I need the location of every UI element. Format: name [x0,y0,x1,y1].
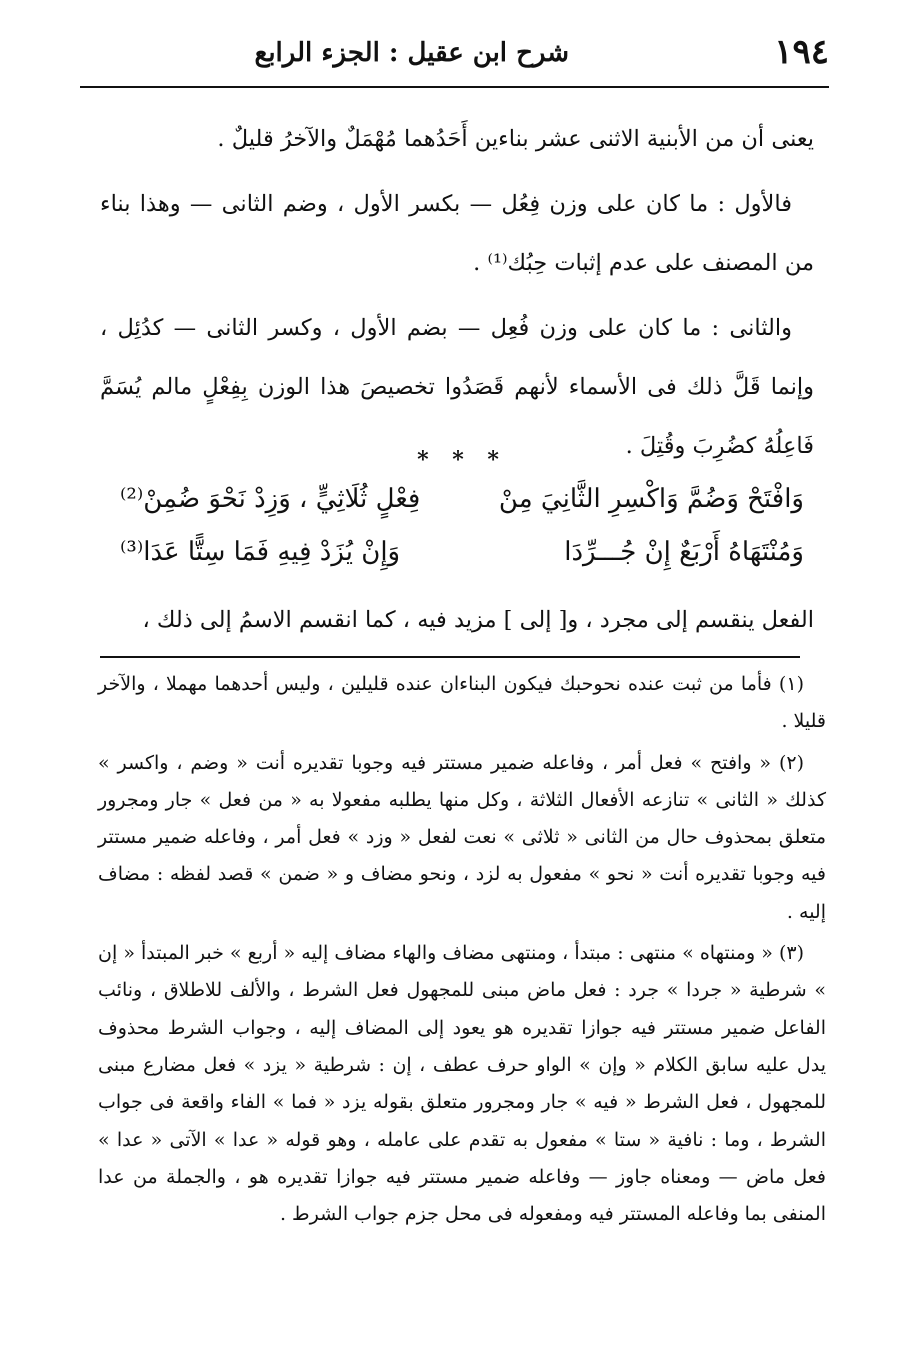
section-separator: * * * [417,447,507,473]
footnote-3: (٣) « ومنتهاه » منتهى : مبتدأ ، ومنتهى مضاف والهاء مضاف إليه « أربع » خبر المبتدأ « إن » شرطية « جردا » جرد : فعل ماض مبنى للمجهول فعل الشرط ، والألف للاطلاق ، ونائب الفاعل ضمير مستتر فيه جوازا تقديره هو يعود إلى المضاف إليه ، وجواب الشرط محذوف يدل عليه سابق الكلام « وإن » الواو حرف عطف ، إن : شرطية « يزد » فعل مضارع مبنى للمجهول ، فعل الشرط « فيه » جار ومجرور متعلق بقوله يزد « فما » الفاء واقعة فى جواب الشرط ، وما : نافية « ستا » مفعول به تقدم على عامله ، وهو قوله « عدا » الآتى « عدا » فعل ماض — ومعناه جاوز — وفاعله ضمير مستتر فيه جوازا تقديره هو ، والجملة من عدا المنفى بما وفاعله المستتر فيه ومفعوله فى محل جزم جواب الشرط . [98,942,826,1226]
footnotes [98,666,826,1237]
commentary-paragraph: يعنى أن من الأبنية الاثنى عشر بناءين أَحَدُهما مُهْمَلٌ والآخرُ قليلٌ . [217,126,814,152]
footnote-2: (٢) « وافتح » فعل أمر ، وفاعله ضمير مستتر فيه وجوبا تقديره أنت « وضم ، واكسر » كذلك « الثانى » تنازعه الأفعال الثلاثة ، وكل منها يطلبه مفعولا به « من فعل » جار ومجرور متعلق بمحذوف حال من الثانى « ثلاثى » نعت لفعل « وزد » فعل أمر ، وفاعله ضمير مستتر فيه وجوبا تقديره أنت « نحو » مفعول به لزد ، ونحو مضاف و « ضمن » قصد لفظه : مضاف إليه . [98,751,826,923]
commentary-paragraph: والثانى : ما كان على وزن فُعِل — بضم الأول ، وكسر الثانى — كدُئِل ، وإنما قَلَّ ذلك فى الأسماء لأنهم قَصَدُوا تخصيصَ هذا الوزن بِفِعْلٍ مالم يُسَمَّ فَاعِلُهُ كضُرِبَ وقُتِلَ . [100,315,814,459]
commentary-paragraph: فالأول : ما كان على وزن فِعُل — بكسر الأول ، وضم الثانى — وهذا بناء من المصنف على عدم إثبات حِبُك⁽¹⁾ . [100,191,814,276]
verse-first-hemistich: وَمُنْتَهَاهُ أَرْبَعٌ إِنْ جُـــرِّدَا [564,537,804,567]
page-number: ١٩٤ [774,32,829,72]
verse-block [120,484,804,590]
page-header [80,22,829,88]
footnote-divider [100,656,800,658]
running-title: شرح ابن عقيل : الجزء الرابع [254,38,569,68]
verse-line [120,484,804,537]
verse-second-hemistich: وَإِنْ يُزَدْ فِيهِ فَمَا سِتًّا عَدَا⁽³⁾ [120,537,401,567]
commentary-text [100,110,814,476]
verse-line [120,537,804,590]
post-verse-text: الفعل ينقسم إلى مجرد ، و[ إلى ] مزيد فيه ، كما انقسم الاسمُ إلى ذلك ، [142,607,814,633]
footnote-1: (١) فأما من ثبت عنده نحوحبك فيكون البناءان عنده قليلين ، وليس أحدهما مهملا ، والآخر قليلا . [98,673,826,733]
verse-first-hemistich: وَافْتَحْ وَضُمَّ وَاكْسِرِ الثَّانِيَ مِنْ [498,484,804,514]
verse-second-hemistich: فِعْلٍ ثُلَاثِيٍّ ، وَزِدْ نَحْوَ ضُمِنْ⁽²⁾ [120,484,421,514]
